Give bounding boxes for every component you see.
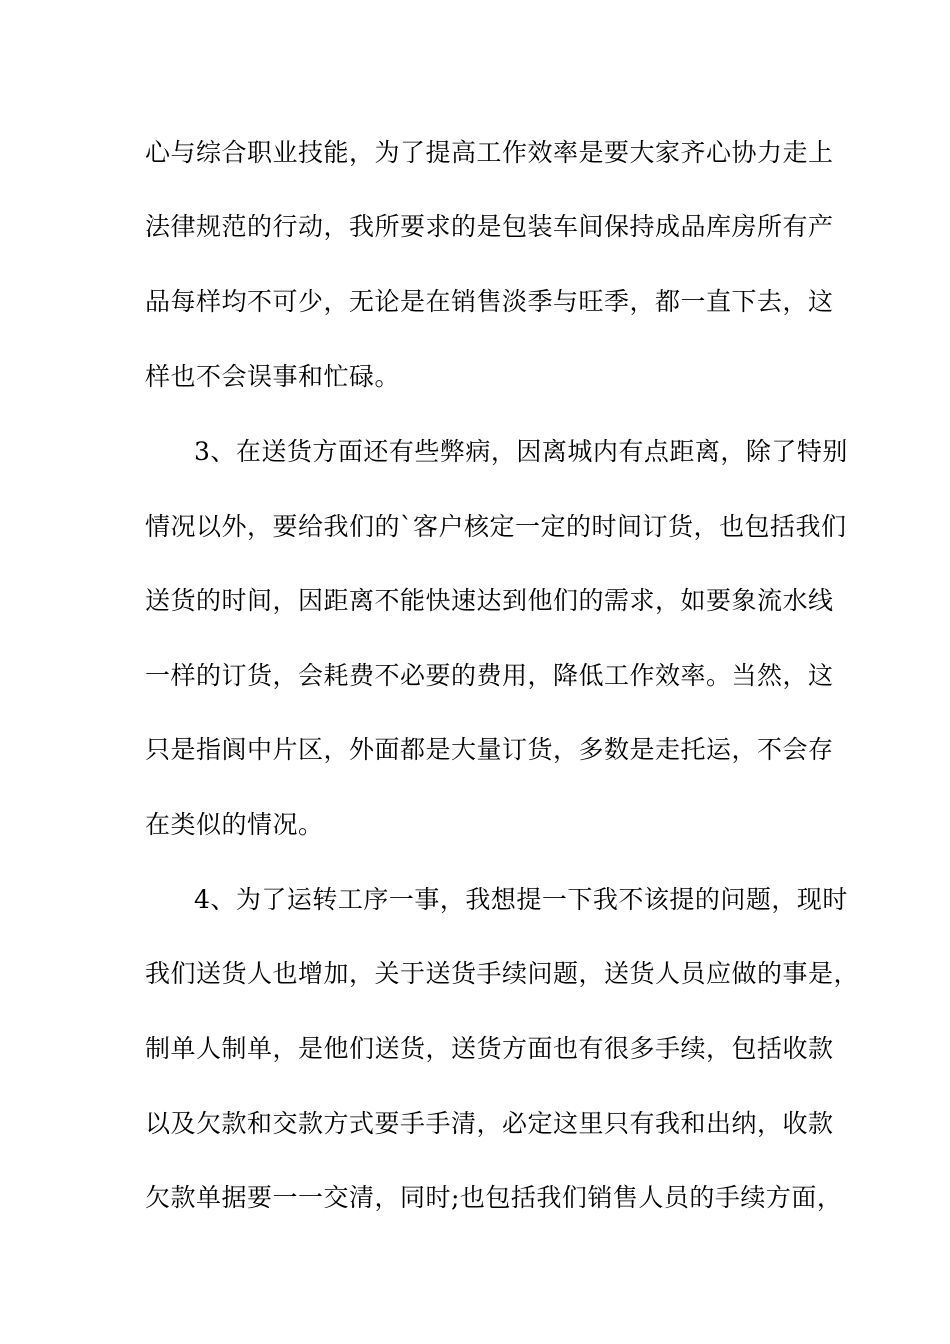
text-line-9: 只是指阆中片区，外面都是大量订货，多数是走托运，不会存 — [145, 735, 834, 764]
text-line-1: 心与综合职业技能，为了提高工作效率是要大家齐心协力走上 — [145, 138, 834, 167]
text-line-11: 4、为了运转工序一事，我想提一下我不该提的问题，现时 — [194, 885, 848, 914]
text-line-12: 我们送货人也增加，关于送货手续问题，送货人员应做的事是， — [145, 959, 860, 988]
text-line-5: 3、在送货方面还有些弊病，因离城内有点距离，除了特别 — [194, 437, 848, 466]
text-line-10: 在类似的情况。 — [145, 810, 324, 839]
text-line-8: 一样的订货，会耗费不必要的费用，降低工作效率。当然，这 — [145, 661, 834, 690]
text-line-13: 制单人制单，是他们送货，送货方面也有很多手续，包括收款 — [145, 1034, 834, 1063]
text-line-4: 样也不会误事和忙碌。 — [145, 362, 401, 391]
text-line-7: 送货的时间，因距离不能快速达到他们的需求，如要象流水线 — [145, 586, 834, 615]
text-line-14: 以及欠款和交款方式要手手清，必定这里只有我和出纳，收款 — [145, 1109, 834, 1138]
text-line-2: 法律规范的行动，我所要求的是包装车间保持成品库房所有产 — [145, 212, 834, 241]
text-line-3: 品每样均不可少，无论是在销售淡季与旺季，都一直下去，这 — [145, 287, 834, 316]
text-line-15: 欠款单据要一一交清，同时;也包括我们销售人员的手续方面， — [145, 1183, 843, 1212]
text-line-6: 情况以外，要给我们的`客户核定一定的时间订货，也包括我们 — [145, 512, 847, 541]
